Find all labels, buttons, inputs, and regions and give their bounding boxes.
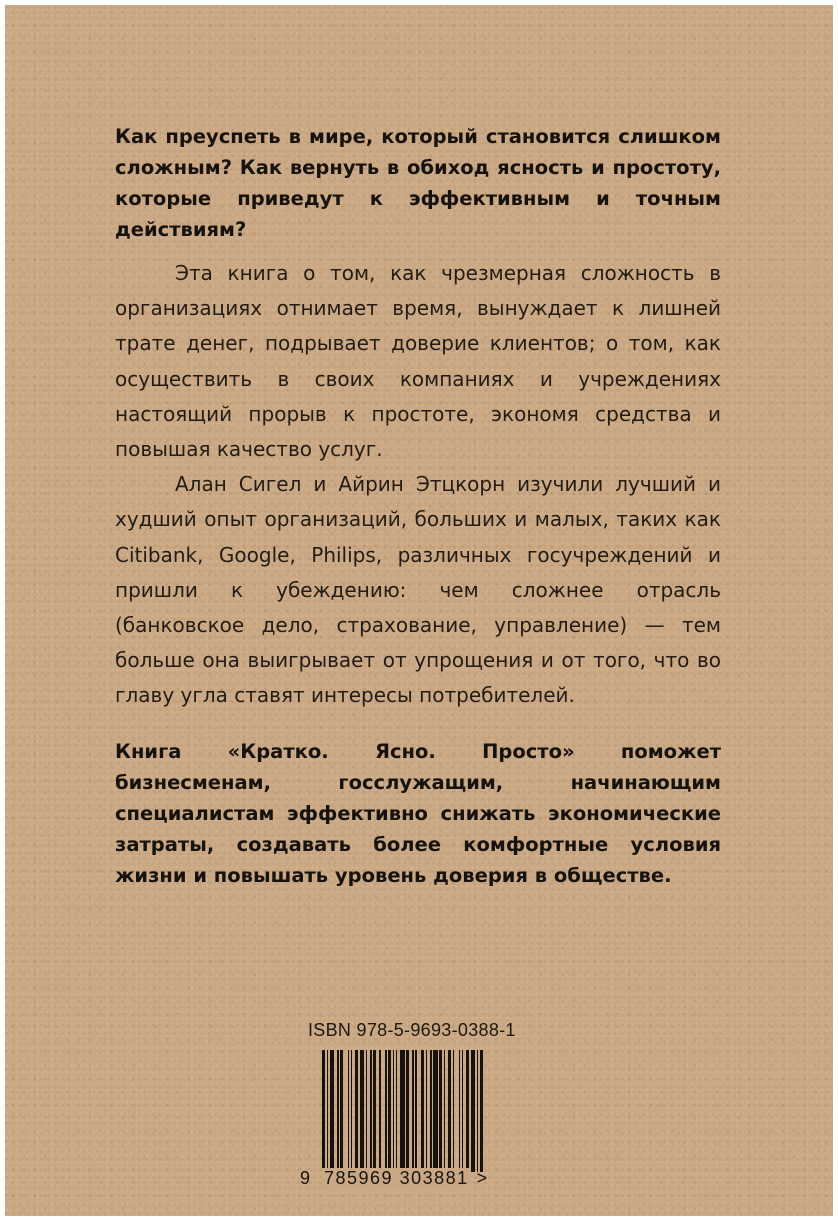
closing-statement: Книга «Кратко. Ясно. Просто» поможет бизнесменам, госслужащим, начинающим специалистам эффективно снижать экономические затраты, создавать более комфортные условия жизни и повышать уровень доверия в обществе. [115, 740, 721, 887]
description-paragraph-1: Эта книга о том, как чрезмерная сложность в организациях отнимает время, вынуждает к лишней трате денег, подрывает доверие клиентов; о том, как осуществить в своих компаниях и учреждениях настоящий прорыв к простоте, экономя средства и повышая качество услуг. [115, 261, 721, 462]
book-back-cover [5, 5, 833, 1216]
barcode-graphic [322, 1050, 528, 1172]
description-paragraph-2: Алан Сигел и Айрин Этцкорн изучили лучший и худший опыт организаций, больших и малых, таких как Citibank, Google, Philips, различных госучреждений и пришли к убеждению: чем сложнее отрасль (банковское дело, страхование, управление) — тем больше она выигрывает от упрощения и от того, что во главу угла ставят интересы потребителей. [115, 472, 721, 708]
ean-first-digit: 9 [300, 1168, 312, 1188]
ean-arrow: > [476, 1168, 489, 1188]
description-text [115, 256, 721, 714]
isbn-number: ISBN 978-5-9693-0388-1 [308, 1020, 516, 1040]
ean-digits [300, 1168, 550, 1189]
ean-main-digits: 785969 303881 [324, 1168, 469, 1188]
barcode-gap [483, 1050, 485, 1172]
isbn-barcode-block [300, 1020, 550, 1188]
intro-question: Как преуспеть в мире, который становится слишком сложным? Как вернуть в обиход ясность и простоту, которые приведут к эффективным и точным действиям? [115, 125, 721, 241]
